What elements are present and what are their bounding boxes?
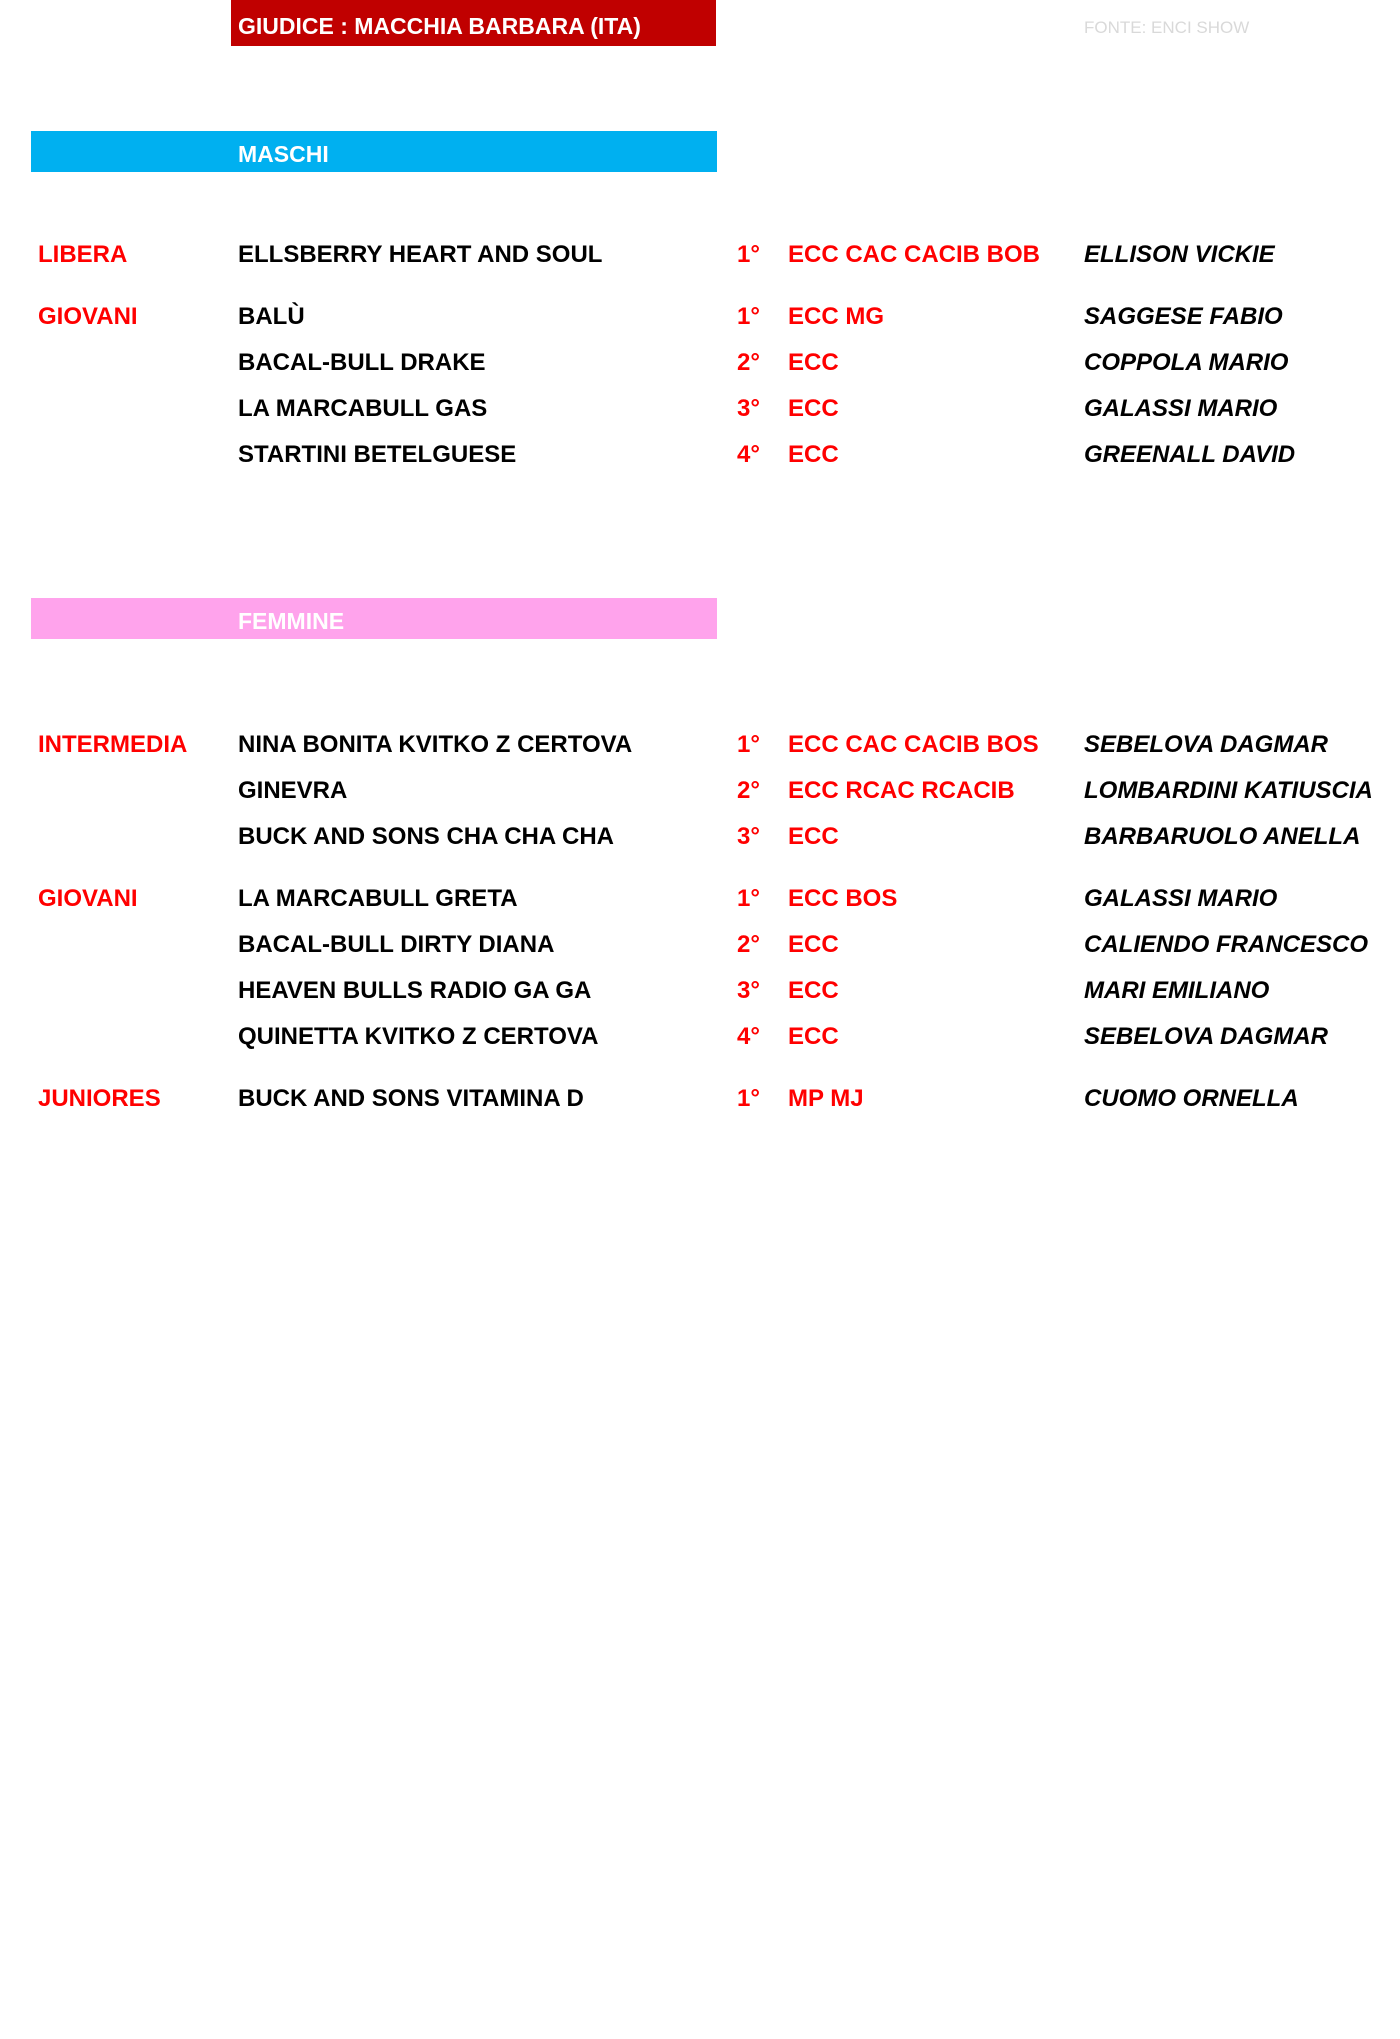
owner-name: BARBARUOLO ANELLA xyxy=(1084,823,1361,850)
dog-name: STARTINI BETELGUESE xyxy=(238,441,517,468)
result-row xyxy=(0,931,1400,961)
owner-name: CALIENDO FRANCESCO xyxy=(1084,931,1369,958)
source-label: FONTE: ENCI SHOW xyxy=(1084,18,1250,37)
section-title-maschi: MASCHI xyxy=(238,141,329,167)
award: ECC xyxy=(788,395,839,422)
placement: 4° xyxy=(737,441,760,468)
owner-name: SEBELOVA DAGMAR xyxy=(1084,731,1329,758)
dog-name: NINA BONITA KVITKO Z CERTOVA xyxy=(238,731,633,758)
class-label: JUNIORES xyxy=(38,1085,161,1112)
result-row xyxy=(0,395,1400,425)
class-label: LIBERA xyxy=(38,241,128,268)
award: ECC xyxy=(788,823,839,850)
result-row xyxy=(0,303,1400,333)
dog-name: BACAL-BULL DRAKE xyxy=(238,349,486,376)
result-row xyxy=(0,349,1400,379)
award: ECC BOS xyxy=(788,885,898,912)
dog-name: BUCK AND SONS VITAMINA D xyxy=(238,1085,584,1112)
class-label: INTERMEDIA xyxy=(38,731,188,758)
placement: 2° xyxy=(737,777,760,804)
dog-name: BUCK AND SONS CHA CHA CHA xyxy=(238,823,614,850)
award: ECC xyxy=(788,977,839,1004)
result-row xyxy=(0,777,1400,807)
award: ECC xyxy=(788,1023,839,1050)
dog-name: BACAL-BULL DIRTY DIANA xyxy=(238,931,555,958)
dog-name: GINEVRA xyxy=(238,777,348,804)
dog-name: LA MARCABULL GAS xyxy=(238,395,488,422)
placement: 2° xyxy=(737,349,760,376)
result-row xyxy=(0,823,1400,853)
section-header-femmine xyxy=(31,598,717,639)
award: ECC CAC CACIB BOB xyxy=(788,241,1040,268)
section-title-femmine: FEMMINE xyxy=(238,608,345,634)
result-row xyxy=(0,1023,1400,1053)
award: ECC MG xyxy=(788,303,884,330)
section-header-maschi xyxy=(31,131,717,172)
owner-name: GALASSI MARIO xyxy=(1084,885,1278,912)
placement: 4° xyxy=(737,1023,760,1050)
award: ECC xyxy=(788,931,839,958)
owner-name: LOMBARDINI KATIUSCIA xyxy=(1084,777,1373,804)
placement: 1° xyxy=(737,1085,760,1112)
dog-name: ELLSBERRY HEART AND SOUL xyxy=(238,241,603,268)
award: ECC RCAC RCACIB xyxy=(788,777,1015,804)
class-label: GIOVANI xyxy=(38,303,138,330)
award: ECC xyxy=(788,441,839,468)
dog-name: BALÙ xyxy=(238,303,305,330)
result-row xyxy=(0,441,1400,471)
judge-banner: GIUDICE : MACCHIA BARBARA (ITA) xyxy=(231,0,716,46)
owner-name: SAGGESE FABIO xyxy=(1084,303,1283,330)
placement: 1° xyxy=(737,241,760,268)
owner-name: COPPOLA MARIO xyxy=(1084,349,1289,376)
placement: 3° xyxy=(737,977,760,1004)
dog-name: HEAVEN BULLS RADIO GA GA xyxy=(238,977,592,1004)
award: ECC xyxy=(788,349,839,376)
owner-name: GREENALL DAVID xyxy=(1084,441,1296,468)
award: MP MJ xyxy=(788,1085,864,1112)
owner-name: SEBELOVA DAGMAR xyxy=(1084,1023,1329,1050)
result-row xyxy=(0,977,1400,1007)
owner-name: CUOMO ORNELLA xyxy=(1084,1085,1299,1112)
placement: 2° xyxy=(737,931,760,958)
dog-name: LA MARCABULL GRETA xyxy=(238,885,518,912)
placement: 1° xyxy=(737,731,760,758)
owner-name: ELLISON VICKIE xyxy=(1084,241,1275,268)
owner-name: MARI EMILIANO xyxy=(1084,977,1270,1004)
owner-name: GALASSI MARIO xyxy=(1084,395,1278,422)
result-row xyxy=(0,241,1400,271)
result-row xyxy=(0,885,1400,915)
result-row xyxy=(0,1085,1400,1115)
placement: 1° xyxy=(737,303,760,330)
placement: 1° xyxy=(737,885,760,912)
class-label: GIOVANI xyxy=(38,885,138,912)
placement: 3° xyxy=(737,395,760,422)
award: ECC CAC CACIB BOS xyxy=(788,731,1039,758)
placement: 3° xyxy=(737,823,760,850)
dog-name: QUINETTA KVITKO Z CERTOVA xyxy=(238,1023,599,1050)
result-row xyxy=(0,731,1400,761)
